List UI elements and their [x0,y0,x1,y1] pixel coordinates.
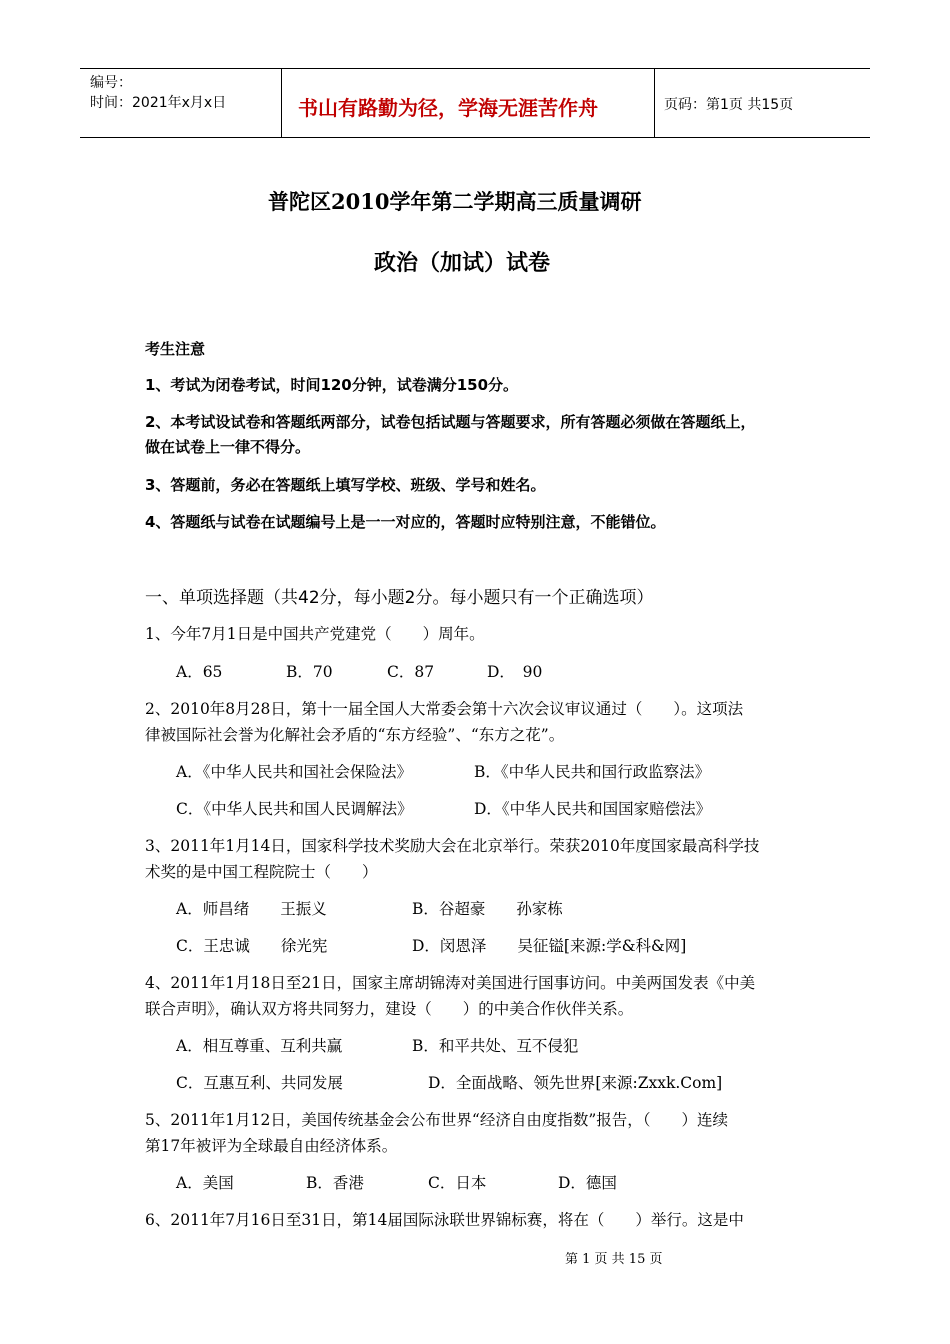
title-line-1: 普陀区2010学年第二学期高三质量调研 [268,189,642,214]
question-2-line-2: 律被国际社会誉为化解社会矛盾的“东方经验”、“东方之花”。 [145,726,565,744]
question-2-line-1: 2、2010年8月28日，第十一届全国人大常委会第十六次会议审议通过（ ）。这项法 [145,700,744,718]
header-number-label: 编号： [90,75,132,91]
question-4-line-1: 4、2011年1月18日至21日，国家主席胡锦涛对美国进行国事访问。中美两国发表《中美 [145,974,756,992]
question-1: 1、今年7月1日是中国共产党建党（ ）周年。 [145,625,485,643]
q1-option-d: D． 90 [487,663,543,681]
q3-option-a: A．师昌绪 王振义 [176,900,327,918]
q4-option-b: B．和平共处、互不侵犯 [412,1037,579,1055]
q1-option-c: C．87 [387,663,435,681]
notice-heading: 考生注意 [145,340,206,358]
q3-option-c: C．王忠诚 徐光宪 [176,937,328,955]
header-divider-1 [281,69,282,137]
notice-item-4: 4、答题纸与试卷在试题编号上是一一对应的，答题时应特别注意，不能错位。 [145,513,666,531]
header-motto: 书山有路勤为径，学海无涯苦作舟 [298,96,598,120]
q2-option-b: B．《中华人民共和国行政监察法》 [474,763,711,781]
header-time-label: 时间：2021年x月x日 [90,95,227,111]
q2-option-c: C．《中华人民共和国人民调解法》 [176,800,413,818]
q5-option-c: C．日本 [428,1174,487,1192]
footer-page-number: 第 1 页 共 15 页 [565,1252,663,1267]
q5-option-d: D．德国 [558,1174,617,1192]
q1-option-a: A．65 [176,663,223,681]
q1-option-b: B．70 [286,663,333,681]
q4-option-d: D．全面战略、领先世界[来源:Zxxk.Com] [428,1074,723,1092]
q3-option-b: B．谷超豪 孙家栋 [412,900,563,918]
q3-option-d: D．闵恩泽 吴征镒[来源:学&科&网] [412,937,687,955]
header-divider-2 [654,69,655,137]
q2-option-a: A．《中华人民共和国社会保险法》 [176,763,412,781]
notice-item-2: 2、本考试设试卷和答题纸两部分，试卷包括试题与答题要求，所有答题必须做在答题纸上， [145,413,756,431]
notice-item-3: 3、答题前，务必在答题纸上填写学校、班级、学号和姓名。 [145,476,546,494]
question-6-line-1: 6、2011年7月16日至31日，第14届国际泳联世界锦标赛，将在（ ）举行。这是中 [145,1211,744,1229]
notice-item-2-cont: 做在试卷上一律不得分。 [145,438,311,456]
question-5-line-1: 5、2011年1月12日，美国传统基金会公布世界“经济自由度指数”报告，（ ）连续 [145,1111,728,1129]
q2-option-d: D．《中华人民共和国国家赔偿法》 [474,800,712,818]
q4-option-c: C．互惠互利、共同发展 [176,1074,343,1092]
title-line-2: 政治（加试）试卷 [374,251,551,276]
question-5-line-2: 第17年被评为全球最自由经济体系。 [145,1137,398,1155]
question-4-line-2: 联合声明》，确认双方将共同努力，建设（ ）的中美合作伙伴关系。 [145,1000,634,1018]
q5-option-b: B．香港 [306,1174,364,1192]
question-3-line-1: 3、2011年1月14日，国家科学技术奖励大会在北京举行。荣获2010年度国家最高科学技 [145,837,760,855]
question-3-line-2: 术奖的是中国工程院院士（ ） [145,863,378,881]
section-heading: 一、单项选择题（共42分，每小题2分。每小题只有一个正确选项） [145,588,654,608]
notice-item-1: 1、考试为闭卷考试，时间120分钟，试卷满分150分。 [145,376,519,394]
q5-option-a: A．美国 [176,1174,234,1192]
q4-option-a: A．相互尊重、互利共赢 [176,1037,343,1055]
header-page-info: 页码：第1页 共15页 [664,97,794,113]
